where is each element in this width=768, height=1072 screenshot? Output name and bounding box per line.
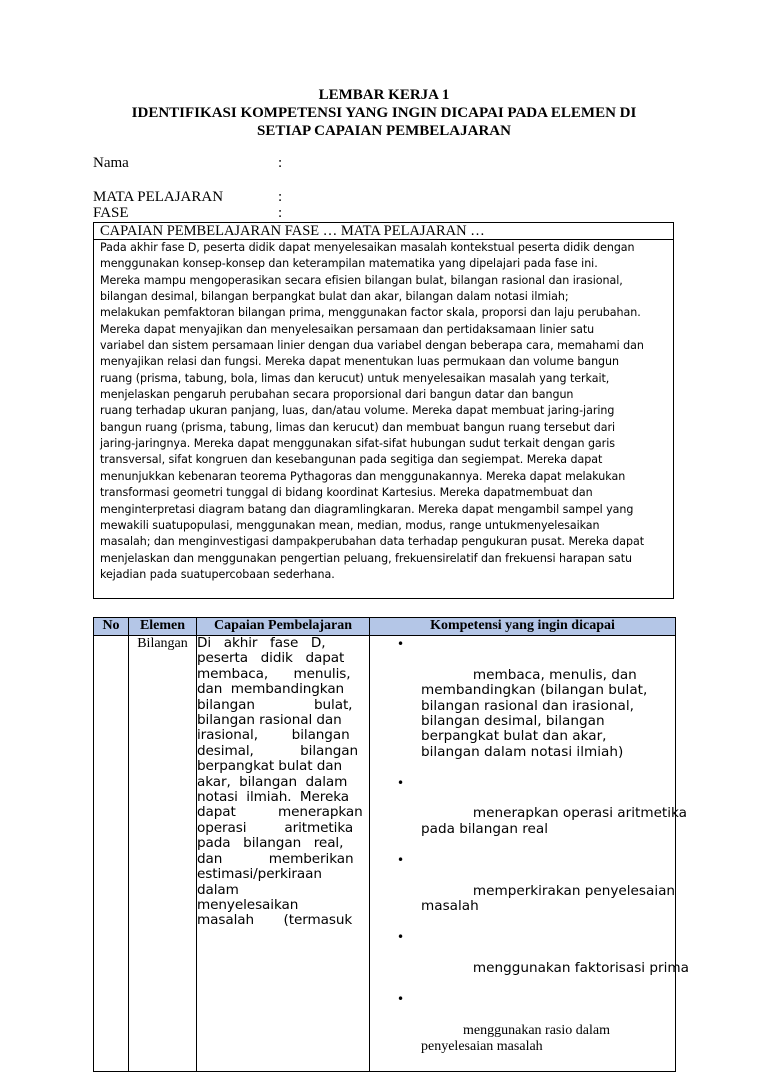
fase-label: FASE [93, 205, 129, 221]
kompetensi-text: menggunakan rasio dalam penyelesaian masalah [421, 1023, 610, 1055]
header-no: No [94, 618, 129, 636]
list-item [370, 853, 675, 930]
bullet-icon: • [397, 775, 405, 790]
cell-kompetensi [370, 636, 689, 1072]
nama-colon: : [278, 155, 283, 171]
list-item [370, 637, 675, 776]
capaian-box-text: Pada akhir fase D, peserta didik dapat menyelesaikan masalah kontekstual peserta didik dengan menggunakan konsep-konsep dan keterampilan matematika yang dipelajari pada fase ini. Mereka mampu mengoperasikan secara efisien bilangan bulat, bilangan rasional dan irasional, bilangan desimal, bilangan berpangkat bulat dan akar, bilangan dalam notasi ilmiah; melakukan pemfaktoran bilangan prima, menggunakan factor skala, proporsi dan laju perubahan. Mereka dapat menyajikan dan menyelesaikan persamaan dan pertidaksamaan linier satu variabel dan sistem persamaan linier dengan dua variabel dengan beberapa cara, memahami dan menyajikan relasi dan fungsi. Mereka dapat menentukan luas permukaan dan volume bangun ruang (prisma, tabung, bola, limas dan kerucut) untuk menyelesaikan masalah yang terkait, menjelaskan pengaruh perubahan secara proporsional dari bangun datar dan bangun ruang terhadap ukuran panjang, luas, dan/atau volume. Mereka dapat membuat jaring-jaring bangun ruang (prisma, tabung, limas dan kerucut) dan membuat bangun ruang tersebut dari jaring-jaringnya. Mereka dapat menggunakan sifat-sifat hubungan sudut terkait dengan garis transversal, sifat kongruen dan kesebangunan pada segitiga dan segiempat. Mereka dapat menunjukkan kebenaran teorema Pythagoras dan menggunakannya. Mereka dapat melakukan transformasi geometri tunggal di bidang koordinat Kartesius. Mereka dapatmembuat dan menginterpretasi diagram batang dan diagramlingkaran. Mereka dapat mengambil sampel yang mewakili suatupopulasi, menggunakan mean, median, modus, range untukmenyelesaikan masalah; dan menginvestigasi dampakperubahan data terhadap pengukuran pusat. Mereka dapat menjelaskan dan menggunakan pengertian peluang, frekuensirelatif dan frekuensi harapan satu kejadian pada suatupercobaan sederhana. [100, 241, 645, 581]
header-elemen: Elemen [129, 618, 197, 636]
kompetensi-text: menggunakan faktorisasi prima [472, 959, 689, 976]
list-item [370, 991, 675, 1071]
mata-pelajaran-label: MATA PELAJARAN [93, 189, 224, 205]
worksheet-subtitle-line-1: IDENTIFIKASI KOMPETENSI YANG INGIN DICAPAI PADA ELEMEN DI [131, 105, 637, 121]
header-kompetensi: Kompetensi yang ingin dicapai [370, 618, 676, 636]
nama-label: Nama [93, 155, 129, 171]
worksheet-subtitle-line-2: SETIAP CAPAIAN PEMBELAJARAN [257, 123, 511, 139]
list-item [370, 929, 689, 992]
kompetensi-text: menerapkan operasi aritmetika pada bilangan real [421, 805, 688, 837]
bullet-icon: • [397, 992, 405, 1007]
header-capaian-pembelajaran: Capaian Pembelajaran [197, 618, 370, 636]
bullet-icon: • [397, 852, 405, 867]
bullet-icon: • [397, 929, 405, 944]
kompetensi-text: membaca, menulis, dan membandingkan (bilangan bulat, bilangan rasional dan irasional, bilangan desimal, bilangan berpangkat bulat dan akar, bilangan dalam notasi ilmiah) [421, 666, 648, 760]
worksheet-title: LEMBAR KERJA 1 [318, 87, 450, 103]
kompetensi-table [93, 617, 689, 1072]
mata-pelajaran-colon: : [278, 189, 283, 205]
bullet-icon: • [397, 637, 405, 651]
kompetensi-list [370, 636, 689, 1071]
capaian-pembelajaran-box [93, 222, 674, 599]
fase-colon: : [278, 205, 283, 221]
kompetensi-text: memperkirakan penyelesaian masalah [421, 882, 676, 914]
capaian-box-heading: CAPAIAN PEMBELAJARAN FASE … MATA PELAJARAN … [94, 223, 673, 240]
table-row [94, 636, 676, 1072]
cell-capaian-pembelajaran: Di akhir fase D, peserta didik dapat membaca, menulis, dan membandingkan bilangan bulat, bilangan rasional dan irasional, bilangan desimal, bilangan berpangkat bulat dan akar, bilangan dalam notasi ilmiah. Mereka dapat menerapkan operasi aritmetika pada bilangan real, dan memberikan estimasi/perkiraan dalam menyelesaikan masalah (termasuk [197, 636, 370, 1072]
cell-elemen: Bilangan [129, 636, 197, 1072]
table-header-row [94, 618, 676, 636]
cell-no [94, 636, 129, 1072]
list-item [370, 775, 688, 853]
